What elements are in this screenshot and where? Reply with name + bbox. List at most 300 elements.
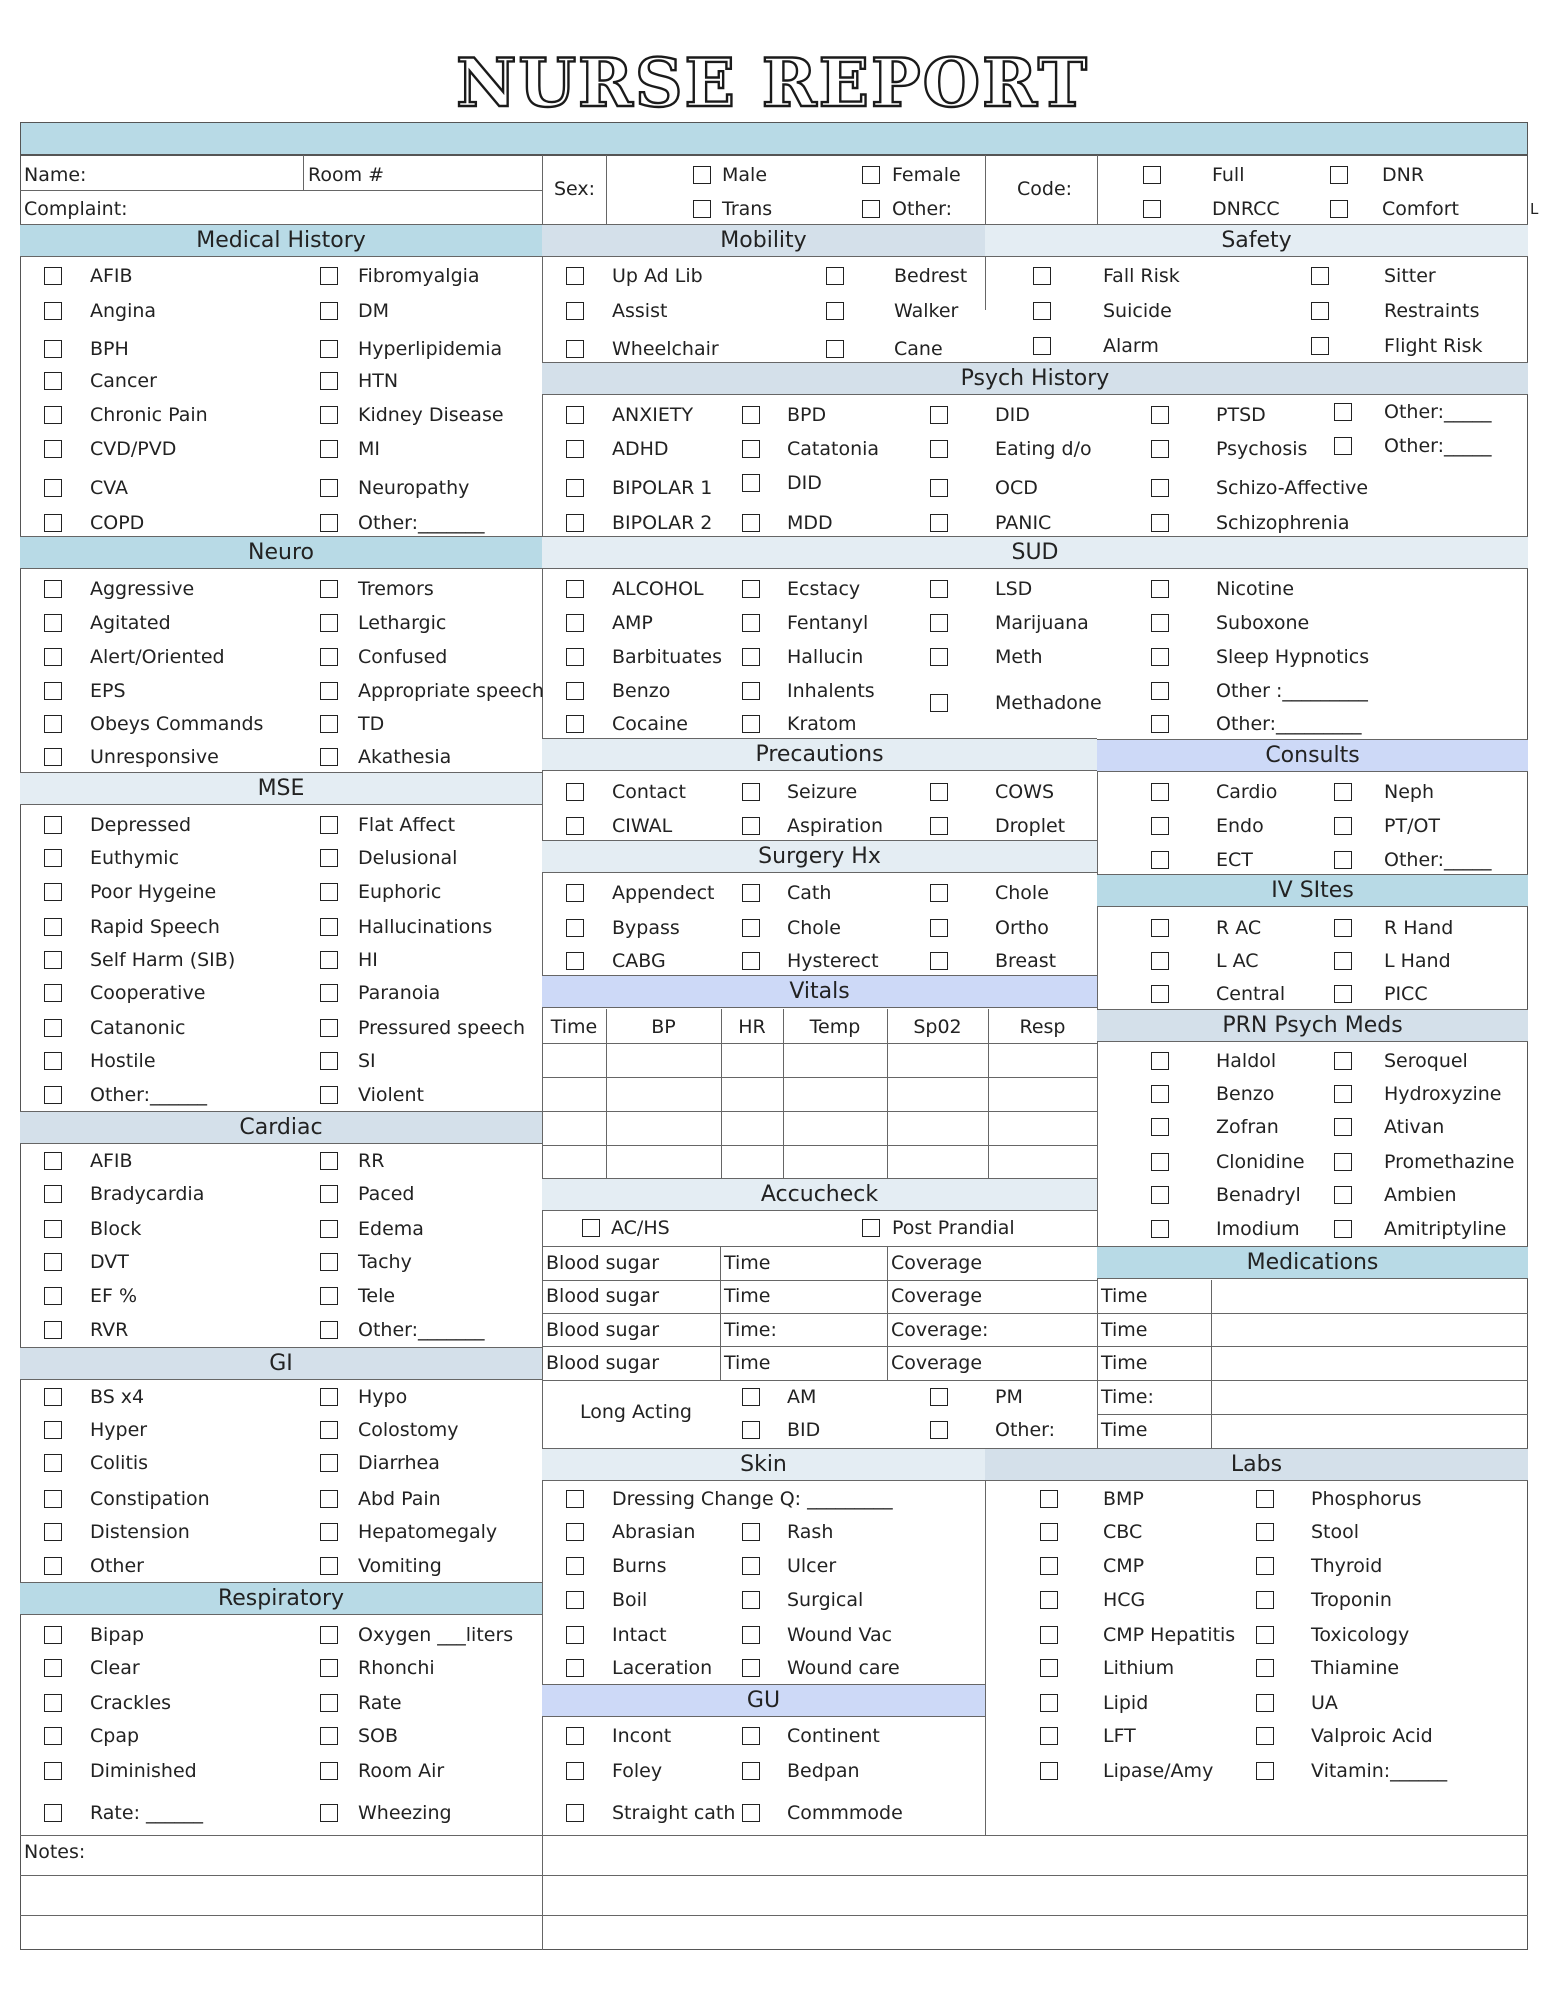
prn-meds-10-checkbox[interactable] (1151, 1220, 1169, 1238)
psych-history-2-checkbox[interactable] (930, 406, 948, 424)
sud-7-checkbox[interactable] (1151, 614, 1169, 632)
vitals-row-rule (542, 1077, 1097, 1078)
neuro-10-checkbox[interactable] (44, 748, 62, 766)
labs-15-checkbox[interactable] (1256, 1727, 1274, 1745)
sud-6-label: Marijuana (995, 612, 1089, 634)
gi-8-checkbox[interactable] (44, 1523, 62, 1541)
mse-3-checkbox[interactable] (320, 849, 338, 867)
page-title: NURSE REPORT (456, 44, 1089, 122)
blood-sugar-label: Blood sugar (546, 1252, 660, 1274)
cardiac-10-checkbox[interactable] (44, 1321, 62, 1339)
prn-meds-11-checkbox[interactable] (1334, 1220, 1352, 1238)
mse-15-checkbox[interactable] (320, 1052, 338, 1070)
med-history-6-checkbox[interactable] (44, 372, 62, 390)
safety-5-checkbox[interactable] (1311, 337, 1329, 355)
name-label: Name: (24, 164, 87, 186)
mobility-5-checkbox[interactable] (826, 340, 844, 358)
mse-16-checkbox[interactable] (44, 1086, 62, 1104)
mse-7-label: Hallucinations (358, 916, 493, 938)
sex-other-checkbox[interactable] (862, 200, 880, 218)
sud-8-checkbox[interactable] (566, 648, 584, 666)
labs-16-checkbox[interactable] (1040, 1762, 1058, 1780)
medication-time-label: Time (1101, 1352, 1148, 1374)
sud-0-checkbox[interactable] (566, 580, 584, 598)
precautions-0-checkbox[interactable] (566, 783, 584, 801)
sud-16-checkbox[interactable] (566, 715, 584, 733)
respiratory-5-checkbox[interactable] (320, 1694, 338, 1712)
mobility-3-checkbox[interactable] (826, 302, 844, 320)
gi-10-label: Other (90, 1555, 144, 1577)
cardiac-9-checkbox[interactable] (320, 1287, 338, 1305)
med-history-10-checkbox[interactable] (44, 440, 62, 458)
prn-meds-4-checkbox[interactable] (1151, 1118, 1169, 1136)
labs-1-checkbox[interactable] (1256, 1490, 1274, 1508)
labs-12-checkbox[interactable] (1040, 1694, 1058, 1712)
gi-7-checkbox[interactable] (320, 1490, 338, 1508)
neuro-6-checkbox[interactable] (44, 682, 62, 700)
sud-12-label: Benzo (612, 680, 671, 702)
iv-sites-5-checkbox[interactable] (1334, 985, 1352, 1003)
sud-15-checkbox[interactable] (1151, 682, 1169, 700)
labs-2-checkbox[interactable] (1040, 1523, 1058, 1541)
code-dnrcc-checkbox[interactable] (1143, 200, 1161, 218)
respiratory-3-label: Rhonchi (358, 1657, 435, 1679)
prn-meds-1-checkbox[interactable] (1334, 1052, 1352, 1070)
mse-0-checkbox[interactable] (44, 816, 62, 834)
mse-6-checkbox[interactable] (44, 918, 62, 936)
skin-8-checkbox[interactable] (742, 1626, 760, 1644)
respiratory-8-checkbox[interactable] (44, 1762, 62, 1780)
psych-history-9-checkbox[interactable] (1334, 437, 1352, 455)
iv-sites-0-label: R AC (1216, 917, 1262, 939)
med-history-12-checkbox[interactable] (44, 479, 62, 497)
cardiac-7-checkbox[interactable] (320, 1253, 338, 1271)
mobility-1-checkbox[interactable] (826, 267, 844, 285)
right-column-divider (1097, 758, 1098, 1448)
psych-history-13-label: Schizo-Affective (1216, 477, 1369, 499)
labs-11-checkbox[interactable] (1256, 1659, 1274, 1677)
psych-history-12-checkbox[interactable] (930, 479, 948, 497)
sud-18-checkbox[interactable] (1151, 715, 1169, 733)
respiratory-9-label: Room Air (358, 1760, 445, 1782)
mse-2-checkbox[interactable] (44, 849, 62, 867)
labs-3-checkbox[interactable] (1256, 1523, 1274, 1541)
neuro-8-checkbox[interactable] (44, 715, 62, 733)
psych-history-16-label: PANIC (995, 512, 1052, 534)
prn-meds-7-checkbox[interactable] (1334, 1153, 1352, 1171)
sud-18-label: Other:_________ (1216, 713, 1362, 735)
labs-4-label: CMP (1103, 1555, 1145, 1577)
skin-labs-divider (985, 1448, 986, 1835)
mse-17-label: Violent (358, 1084, 424, 1106)
safety-0-checkbox[interactable] (1033, 267, 1051, 285)
cardiac-4-checkbox[interactable] (44, 1220, 62, 1238)
cardiac-9-label: Tele (358, 1285, 396, 1307)
mse-14-checkbox[interactable] (44, 1052, 62, 1070)
sud-2-checkbox[interactable] (930, 580, 948, 598)
psych-history-7-checkbox[interactable] (930, 440, 948, 458)
sex-trans-checkbox[interactable] (693, 200, 711, 218)
neuro-2-label: Agitated (90, 612, 171, 634)
consults-1-checkbox[interactable] (1334, 783, 1352, 801)
neuro-11-checkbox[interactable] (320, 748, 338, 766)
med-history-5-checkbox[interactable] (320, 340, 338, 358)
vitals-col-resp: Resp (1019, 1016, 1066, 1038)
mobility-1-label: Bedrest (894, 265, 968, 287)
labs-13-checkbox[interactable] (1256, 1694, 1274, 1712)
skin-0-checkbox[interactable] (566, 1490, 584, 1508)
psych-history-16-checkbox[interactable] (930, 514, 948, 532)
sud-14-checkbox[interactable] (930, 694, 948, 712)
precautions-0-label: Contact (612, 781, 686, 803)
psych-history-5-checkbox[interactable] (566, 440, 584, 458)
prn-meds-6-checkbox[interactable] (1151, 1153, 1169, 1171)
mse-11-checkbox[interactable] (320, 984, 338, 1002)
iv-sites-4-checkbox[interactable] (1151, 985, 1169, 1003)
sud-5-checkbox[interactable] (742, 614, 760, 632)
iv-sites-1-checkbox[interactable] (1334, 919, 1352, 937)
gi-1-label: Hypo (358, 1386, 408, 1408)
long-acting-am-checkbox[interactable] (742, 1388, 760, 1406)
mse-17-checkbox[interactable] (320, 1086, 338, 1104)
psych-history-8-label: Psychosis (1216, 438, 1308, 460)
consults-2-checkbox[interactable] (1151, 817, 1169, 835)
respiratory-2-checkbox[interactable] (44, 1659, 62, 1677)
respiratory-6-label: Cpap (90, 1725, 140, 1747)
iv-sites-3-checkbox[interactable] (1334, 952, 1352, 970)
labs-17-label: Vitamin:______ (1311, 1760, 1448, 1782)
mse-10-checkbox[interactable] (44, 984, 62, 1002)
neuro-0-label: Aggressive (90, 578, 195, 600)
mse-8-checkbox[interactable] (44, 951, 62, 969)
mse-7-checkbox[interactable] (320, 918, 338, 936)
neuro-3-checkbox[interactable] (320, 614, 338, 632)
labs-9-checkbox[interactable] (1256, 1626, 1274, 1644)
mse-13-checkbox[interactable] (320, 1019, 338, 1037)
neuro-1-checkbox[interactable] (320, 580, 338, 598)
consults-3-checkbox[interactable] (1334, 817, 1352, 835)
respiratory-0-checkbox[interactable] (44, 1626, 62, 1644)
med-history-13-checkbox[interactable] (320, 479, 338, 497)
gu-2-checkbox[interactable] (566, 1762, 584, 1780)
cardiac-5-checkbox[interactable] (320, 1220, 338, 1238)
mobility-2-checkbox[interactable] (566, 302, 584, 320)
surgery-hx-1-checkbox[interactable] (742, 884, 760, 902)
gu-0-checkbox[interactable] (566, 1727, 584, 1745)
code-dnrcc-label: DNRCC (1212, 198, 1280, 220)
surgery-hx-5-checkbox[interactable] (930, 919, 948, 937)
mobility-3-label: Walker (894, 300, 959, 322)
medications-row-rule (1097, 1313, 1528, 1314)
neuro-1-label: Tremors (358, 578, 434, 600)
gi-0-checkbox[interactable] (44, 1388, 62, 1406)
code-full-checkbox[interactable] (1143, 166, 1161, 184)
neuro-header: Neuro (20, 536, 542, 569)
surgery-hx-0-checkbox[interactable] (566, 884, 584, 902)
med-history-4-checkbox[interactable] (44, 340, 62, 358)
medications-row-rule (1097, 1346, 1528, 1347)
sud-10-checkbox[interactable] (930, 648, 948, 666)
respiratory-2-label: Clear (90, 1657, 140, 1679)
labs-14-checkbox[interactable] (1040, 1727, 1058, 1745)
safety-header: Safety (985, 224, 1528, 257)
surgery-hx-8-checkbox[interactable] (930, 952, 948, 970)
gi-3-checkbox[interactable] (320, 1421, 338, 1439)
cardiac-0-label: AFIB (90, 1150, 133, 1172)
sex-female-checkbox[interactable] (862, 166, 880, 184)
gu-2-label: Foley (612, 1760, 663, 1782)
respiratory-4-checkbox[interactable] (44, 1694, 62, 1712)
neuro-2-checkbox[interactable] (44, 614, 62, 632)
sud-header: SUD (542, 536, 1528, 569)
respiratory-3-checkbox[interactable] (320, 1659, 338, 1677)
med-history-14-checkbox[interactable] (44, 514, 62, 532)
prn-meds-0-checkbox[interactable] (1151, 1052, 1169, 1070)
gu-5-checkbox[interactable] (742, 1804, 760, 1822)
labs-8-checkbox[interactable] (1040, 1626, 1058, 1644)
skin-9-label: Laceration (612, 1657, 713, 1679)
skin-3-checkbox[interactable] (566, 1557, 584, 1575)
precautions-5-checkbox[interactable] (930, 817, 948, 835)
gi-7-label: Abd Pain (358, 1488, 441, 1510)
mobility-2-label: Assist (612, 300, 668, 322)
prn-meds-3-checkbox[interactable] (1334, 1085, 1352, 1103)
safety-5-label: Flight Risk (1384, 335, 1483, 357)
skin-1-checkbox[interactable] (566, 1523, 584, 1541)
consults-5-checkbox[interactable] (1334, 851, 1352, 869)
sud-11-checkbox[interactable] (1151, 648, 1169, 666)
respiratory-9-checkbox[interactable] (320, 1762, 338, 1780)
cardiac-header: Cardiac (20, 1111, 542, 1144)
consults-4-checkbox[interactable] (1151, 851, 1169, 869)
skin-10-checkbox[interactable] (742, 1659, 760, 1677)
med-history-9-checkbox[interactable] (320, 406, 338, 424)
iv-sites-0-checkbox[interactable] (1151, 919, 1169, 937)
mse-4-checkbox[interactable] (44, 883, 62, 901)
psych-history-7-label: Eating d/o (995, 438, 1092, 460)
cardiac-6-checkbox[interactable] (44, 1253, 62, 1271)
vitals-col-time: Time (550, 1016, 598, 1038)
prn-meds-2-label: Benzo (1216, 1083, 1275, 1105)
vitals-header-rule (542, 1043, 1097, 1044)
sud-13-checkbox[interactable] (742, 682, 760, 700)
psych-history-8-checkbox[interactable] (1151, 440, 1169, 458)
sex-male-checkbox[interactable] (693, 166, 711, 184)
precautions-3-checkbox[interactable] (566, 817, 584, 835)
sud-9-checkbox[interactable] (742, 648, 760, 666)
precautions-1-label: Seizure (787, 781, 858, 803)
prn-meds-2-checkbox[interactable] (1151, 1085, 1169, 1103)
respiratory-11-checkbox[interactable] (320, 1804, 338, 1822)
skin-2-checkbox[interactable] (742, 1523, 760, 1541)
psych-history-4-checkbox[interactable] (1334, 403, 1352, 421)
safety-2-checkbox[interactable] (1033, 302, 1051, 320)
mobility-header: Mobility (542, 224, 985, 257)
respiratory-6-checkbox[interactable] (44, 1727, 62, 1745)
code-comfort-label: Comfort (1382, 198, 1459, 220)
vitals-col-temp: Temp (809, 1016, 861, 1038)
sud-6-checkbox[interactable] (930, 614, 948, 632)
gu-4-checkbox[interactable] (566, 1804, 584, 1822)
mse-12-checkbox[interactable] (44, 1019, 62, 1037)
psych-history-15-checkbox[interactable] (742, 514, 760, 532)
cardiac-0-checkbox[interactable] (44, 1152, 62, 1170)
prn-meds-5-checkbox[interactable] (1334, 1118, 1352, 1136)
labs-17-checkbox[interactable] (1256, 1762, 1274, 1780)
iv-sites-2-checkbox[interactable] (1151, 952, 1169, 970)
divider-mask (542, 1835, 543, 1950)
labs-10-checkbox[interactable] (1040, 1659, 1058, 1677)
med-history-7-checkbox[interactable] (320, 372, 338, 390)
labs-5-checkbox[interactable] (1256, 1557, 1274, 1575)
med-history-6-label: Cancer (90, 370, 157, 392)
psych-history-14-checkbox[interactable] (566, 514, 584, 532)
med-history-15-checkbox[interactable] (320, 514, 338, 532)
mobility-0-checkbox[interactable] (566, 267, 584, 285)
accucheck-ac-hs-checkbox[interactable] (582, 1219, 600, 1237)
surgery-hx-2-checkbox[interactable] (930, 884, 948, 902)
sex-trans-label: Trans (722, 198, 773, 220)
psych-history-10-checkbox[interactable] (566, 479, 584, 497)
surgery-hx-6-checkbox[interactable] (566, 952, 584, 970)
psych-history-6-checkbox[interactable] (742, 440, 760, 458)
code-comfort-checkbox[interactable] (1330, 200, 1348, 218)
psych-history-0-checkbox[interactable] (566, 406, 584, 424)
neuro-7-checkbox[interactable] (320, 682, 338, 700)
med-history-11-label: MI (358, 438, 380, 460)
coverage-label: Coverage (891, 1252, 983, 1274)
prn-meds-9-checkbox[interactable] (1334, 1186, 1352, 1204)
mse-1-checkbox[interactable] (320, 816, 338, 834)
iv-sites-1-label: R Hand (1384, 917, 1454, 939)
gi-2-checkbox[interactable] (44, 1421, 62, 1439)
med-history-2-checkbox[interactable] (44, 302, 62, 320)
labs-7-checkbox[interactable] (1256, 1591, 1274, 1609)
med-history-11-checkbox[interactable] (320, 440, 338, 458)
mse-10-label: Cooperative (90, 982, 206, 1004)
med-history-3-checkbox[interactable] (320, 302, 338, 320)
mobility-4-checkbox[interactable] (566, 340, 584, 358)
skin-6-checkbox[interactable] (742, 1591, 760, 1609)
gi-1-checkbox[interactable] (320, 1388, 338, 1406)
neuro-8-label: Obeys Commands (90, 713, 264, 735)
mse-3-label: Delusional (358, 847, 458, 869)
precautions-4-checkbox[interactable] (742, 817, 760, 835)
cardiac-11-checkbox[interactable] (320, 1321, 338, 1339)
safety-1-checkbox[interactable] (1311, 267, 1329, 285)
psych-history-1-checkbox[interactable] (742, 406, 760, 424)
skin-7-checkbox[interactable] (566, 1626, 584, 1644)
labs-6-checkbox[interactable] (1040, 1591, 1058, 1609)
gi-11-checkbox[interactable] (320, 1557, 338, 1575)
cardiac-3-checkbox[interactable] (320, 1185, 338, 1203)
gi-4-checkbox[interactable] (44, 1454, 62, 1472)
respiratory-10-checkbox[interactable] (44, 1804, 62, 1822)
sud-15-label: Other :_________ (1216, 680, 1368, 702)
surgery-hx-3-checkbox[interactable] (566, 919, 584, 937)
gi-5-checkbox[interactable] (320, 1454, 338, 1472)
psych-history-11-label: DID (787, 472, 822, 494)
med-history-0-checkbox[interactable] (44, 267, 62, 285)
respiratory-8-label: Diminished (90, 1760, 197, 1782)
labs-13-label: UA (1311, 1692, 1338, 1714)
precautions-1-checkbox[interactable] (742, 783, 760, 801)
sud-12-checkbox[interactable] (566, 682, 584, 700)
gi-8-label: Distension (90, 1521, 190, 1543)
sud-2-label: LSD (995, 578, 1033, 600)
cardiac-2-checkbox[interactable] (44, 1185, 62, 1203)
cardiac-8-checkbox[interactable] (44, 1287, 62, 1305)
sud-4-checkbox[interactable] (566, 614, 584, 632)
cardiac-1-checkbox[interactable] (320, 1152, 338, 1170)
med-history-1-checkbox[interactable] (320, 267, 338, 285)
gi-6-checkbox[interactable] (44, 1490, 62, 1508)
medications-row-rule (1097, 1380, 1528, 1381)
mse-9-checkbox[interactable] (320, 951, 338, 969)
med-history-9-label: Kidney Disease (358, 404, 504, 426)
labs-0-checkbox[interactable] (1040, 1490, 1058, 1508)
safety-3-checkbox[interactable] (1311, 302, 1329, 320)
gu-3-checkbox[interactable] (742, 1762, 760, 1780)
long-acting-other-checkbox[interactable] (930, 1421, 948, 1439)
accucheck-row-rule (542, 1280, 1097, 1281)
psych-history-3-checkbox[interactable] (1151, 406, 1169, 424)
long-acting-pm-checkbox[interactable] (930, 1388, 948, 1406)
prn-meds-8-checkbox[interactable] (1151, 1186, 1169, 1204)
med-history-0-label: AFIB (90, 265, 133, 287)
gi-10-checkbox[interactable] (44, 1557, 62, 1575)
medication-time-label: Time (1101, 1319, 1148, 1341)
code-dnr-checkbox[interactable] (1330, 166, 1348, 184)
skin-9-checkbox[interactable] (566, 1659, 584, 1677)
consults-3-label: PT/OT (1384, 815, 1441, 837)
respiratory-1-checkbox[interactable] (320, 1626, 338, 1644)
sud-13-label: Inhalents (787, 680, 875, 702)
neuro-0-checkbox[interactable] (44, 580, 62, 598)
med-history-8-checkbox[interactable] (44, 406, 62, 424)
safety-4-checkbox[interactable] (1033, 337, 1051, 355)
neuro-9-checkbox[interactable] (320, 715, 338, 733)
sex-other-label: Other: (892, 198, 953, 220)
labs-10-label: Lithium (1103, 1657, 1175, 1679)
sud-1-checkbox[interactable] (742, 580, 760, 598)
labs-4-checkbox[interactable] (1040, 1557, 1058, 1575)
long-acting-other-label: Other: (995, 1419, 1056, 1441)
mse-5-label: Euphoric (358, 881, 442, 903)
neuro-4-checkbox[interactable] (44, 648, 62, 666)
skin-5-checkbox[interactable] (566, 1591, 584, 1609)
gu-1-checkbox[interactable] (742, 1727, 760, 1745)
psych-history-11-checkbox[interactable] (742, 474, 760, 492)
surgery-hx-4-checkbox[interactable] (742, 919, 760, 937)
mse-5-checkbox[interactable] (320, 883, 338, 901)
long-acting-bid-checkbox[interactable] (742, 1421, 760, 1439)
prn-meds-4-label: Zofran (1216, 1116, 1279, 1138)
gi-9-checkbox[interactable] (320, 1523, 338, 1541)
sud-3-checkbox[interactable] (1151, 580, 1169, 598)
respiratory-7-checkbox[interactable] (320, 1727, 338, 1745)
surgery-hx-7-checkbox[interactable] (742, 952, 760, 970)
consults-0-checkbox[interactable] (1151, 783, 1169, 801)
precautions-2-checkbox[interactable] (930, 783, 948, 801)
sud-17-checkbox[interactable] (742, 715, 760, 733)
accucheck-post-prandial-checkbox[interactable] (862, 1219, 880, 1237)
neuro-5-checkbox[interactable] (320, 648, 338, 666)
skin-4-checkbox[interactable] (742, 1557, 760, 1575)
psych-history-17-checkbox[interactable] (1151, 514, 1169, 532)
psych-history-13-checkbox[interactable] (1151, 479, 1169, 497)
sud-7-label: Suboxone (1216, 612, 1310, 634)
